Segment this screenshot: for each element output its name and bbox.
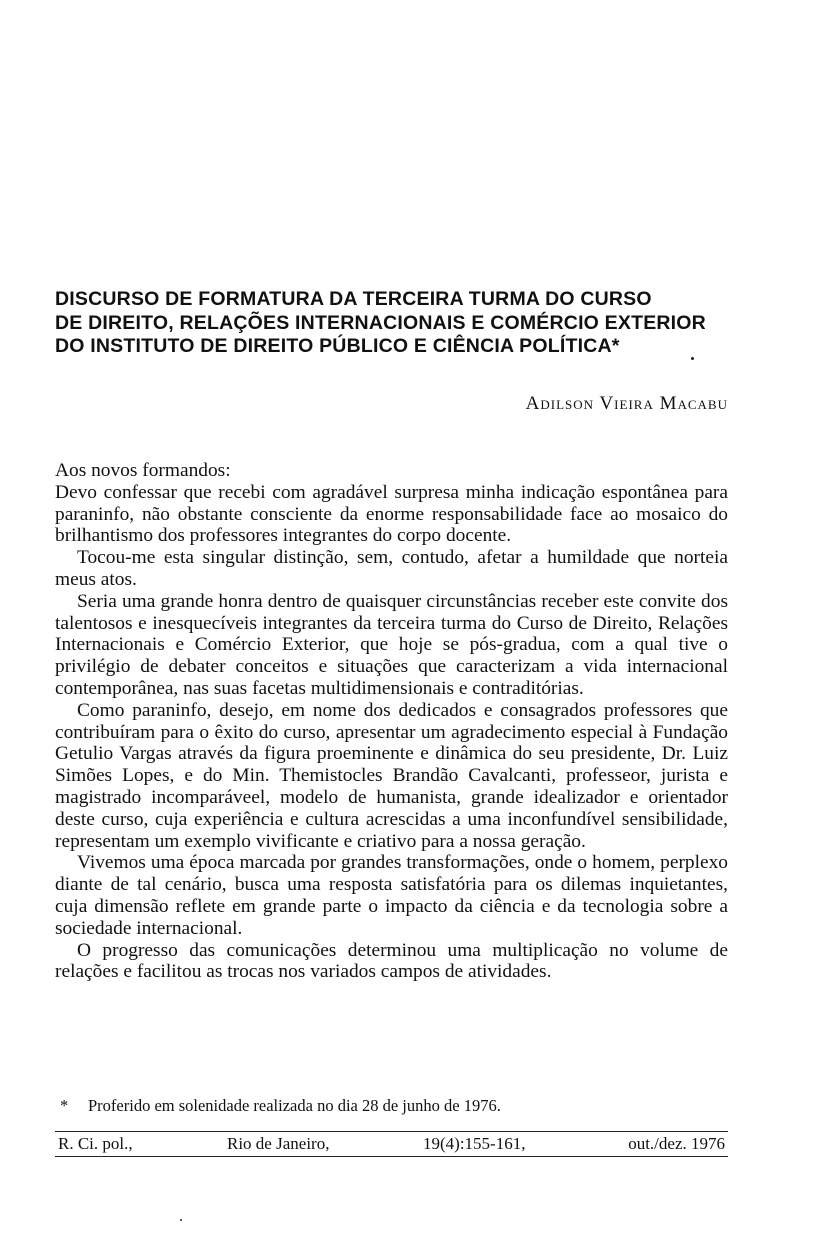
body-paragraph-4: Como paraninfo, desejo, em nome dos dedicados e consagrados professores que contribuíram para o êxito do curso, apresentar um agradecimento especial à Fundação Getulio Vargas através da figura proeminente e dinâmica do seu presidente, Dr. Luiz Simões Lopes, e do Min. Themistocles Brandão Cavalcanti, professeor, jurista e magistrado incomparáveel, modelo de humanista, grande idealizador e orientador deste curso, cuja experiência e cultura acrescidas a uma inconfundível sensibilidade, representam um exemplo vivificante e criativo para a nossa geração. [55,699,728,852]
salutation: Aos novos formandos: [55,460,231,481]
citation-date: out./dez. 1976 [628,1134,725,1153]
title-line-2: DE DIREITO, RELAÇÕES INTERNACIONAIS E COMÉRCIO EXTERIOR [55,311,706,334]
citation-line [55,1131,728,1157]
body-paragraph-2: Tocou-me esta singular distinção, sem, contudo, afetar a humildade que norteia meus atos. [55,547,728,590]
article-title [55,288,735,359]
citation-place: Rio de Janeiro, [227,1134,330,1153]
body-paragraph-3: Seria uma grande honra dentro de quaisquer circunstâncias receber este convite dos talentosos e inesquecíveis integrantes da terceira turma do Curso de Direito, Relações Internacionais e Comércio Exterior, que hoje se pós-gradua, com a qual tive o privilégio de debater conceitos e situações que caracterizam a vida internacional contemporânea, nas suas facetas multidimensionais e contraditórias. [55,590,728,699]
footnote [60,1096,501,1116]
title-line-1: DISCURSO DE FORMATURA DA TERCEIRA TURMA DO CURSO [55,288,652,310]
scan-speck-bottom [180,1219,182,1221]
footnote-text: Proferido em solenidade realizada no dia 28 de junho de 1976. [88,1096,501,1115]
title-line-3: DO INSTITUTO DE DIREITO PÚBLICO E CIÊNCIA POLÍTICA* [55,335,620,357]
article-body [55,460,728,983]
footnote-marker: * [60,1096,69,1115]
body-paragraph-5: Vivemos uma época marcada por grandes transformações, onde o homem, perplexo diante de tal cenário, busca uma resposta satisfatória para os dilemas inquietantes, cuja dimensão reflete em grande parte o impacto da ciência e da tecnologia sobre a sociedade internacional. [55,852,728,939]
citation-journal: R. Ci. pol., [58,1134,133,1153]
body-paragraph-1: Devo confessar que recebi com agradável surpresa minha indicação espontânea para paraninfo, não obstante consciente da enorme responsabilidade face ao mosaico do brilhantismo dos professores integrantes do corpo docente. [55,481,728,547]
body-paragraph-6: O progresso das comunicações determinou uma multiplicação no volume de relações e facilitou as trocas nos variados campos de atividades. [55,939,728,983]
citation-volume: 19(4):155-161, [423,1134,526,1153]
author-name: Adilson Vieira Macabu [525,393,728,414]
